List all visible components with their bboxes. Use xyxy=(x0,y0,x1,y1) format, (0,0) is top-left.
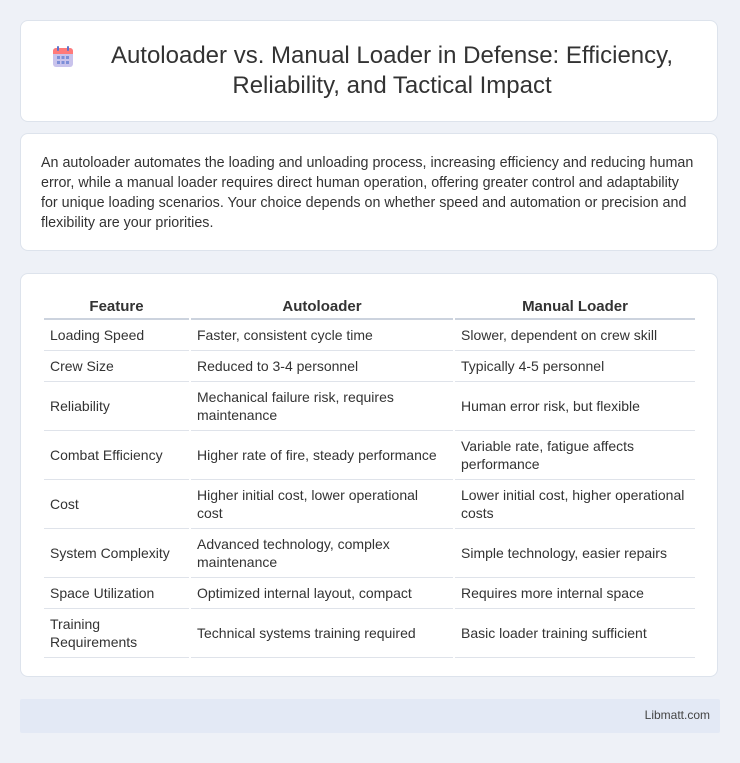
source-link[interactable]: Libmatt.com xyxy=(644,708,710,722)
cell-autoloader: Higher initial cost, lower operational cost xyxy=(191,480,453,529)
calendar-icon xyxy=(51,45,75,69)
cell-feature: System Complexity xyxy=(44,529,189,578)
footer-bar xyxy=(20,699,720,733)
table-row xyxy=(44,320,695,351)
cell-autoloader: Optimized internal layout, compact xyxy=(191,578,453,609)
cell-feature: Combat Efficiency xyxy=(44,431,189,480)
cell-manual-loader: Simple technology, easier repairs xyxy=(455,529,695,578)
cell-manual-loader: Human error risk, but flexible xyxy=(455,382,695,431)
cell-feature: Cost xyxy=(44,480,189,529)
table-card xyxy=(20,273,718,677)
intro-card xyxy=(20,133,718,251)
table-row xyxy=(44,382,695,431)
cell-autoloader: Advanced technology, complex maintenance xyxy=(191,529,453,578)
intro-paragraph: An autoloader automates the loading and unloading process, increasing efficiency and reducing human error, while a manual loader requires direct human operation, offering greater control and adaptability for unique loading scenarios. Your choice depends on whether speed and automation or precision and flexibility are your priorities. xyxy=(41,155,694,231)
column-header-manual-loader: Manual Loader xyxy=(455,296,695,320)
table-row xyxy=(44,529,695,578)
table-row xyxy=(44,431,695,480)
cell-manual-loader: Typically 4-5 personnel xyxy=(455,351,695,382)
table-row xyxy=(44,351,695,382)
column-header-feature: Feature xyxy=(44,296,189,320)
column-header-autoloader: Autoloader xyxy=(191,296,453,320)
cell-feature: Training Requirements xyxy=(44,609,189,658)
comparison-table xyxy=(42,296,697,658)
cell-manual-loader: Lower initial cost, higher operational costs xyxy=(455,480,695,529)
cell-manual-loader: Slower, dependent on crew skill xyxy=(455,320,695,351)
cell-feature: Crew Size xyxy=(44,351,189,382)
table-row xyxy=(44,480,695,529)
cell-manual-loader: Basic loader training sufficient xyxy=(455,609,695,658)
cell-autoloader: Higher rate of fire, steady performance xyxy=(191,431,453,480)
cell-feature: Loading Speed xyxy=(44,320,189,351)
cell-manual-loader: Variable rate, fatigue affects performance xyxy=(455,431,695,480)
table-row xyxy=(44,609,695,658)
cell-autoloader: Faster, consistent cycle time xyxy=(191,320,453,351)
title-card xyxy=(20,20,718,122)
cell-autoloader: Technical systems training required xyxy=(191,609,453,658)
title-wrap xyxy=(21,21,717,121)
page-title: Autoloader vs. Manual Loader in Defense: Efficiency, Reliability, and Tactical Impact xyxy=(110,42,674,99)
table-row xyxy=(44,578,695,609)
cell-manual-loader: Requires more internal space xyxy=(455,578,695,609)
cell-autoloader: Reduced to 3-4 personnel xyxy=(191,351,453,382)
cell-feature: Reliability xyxy=(44,382,189,431)
cell-feature: Space Utilization xyxy=(44,578,189,609)
table-header-row xyxy=(44,296,695,320)
cell-autoloader: Mechanical failure risk, requires maintenance xyxy=(191,382,453,431)
